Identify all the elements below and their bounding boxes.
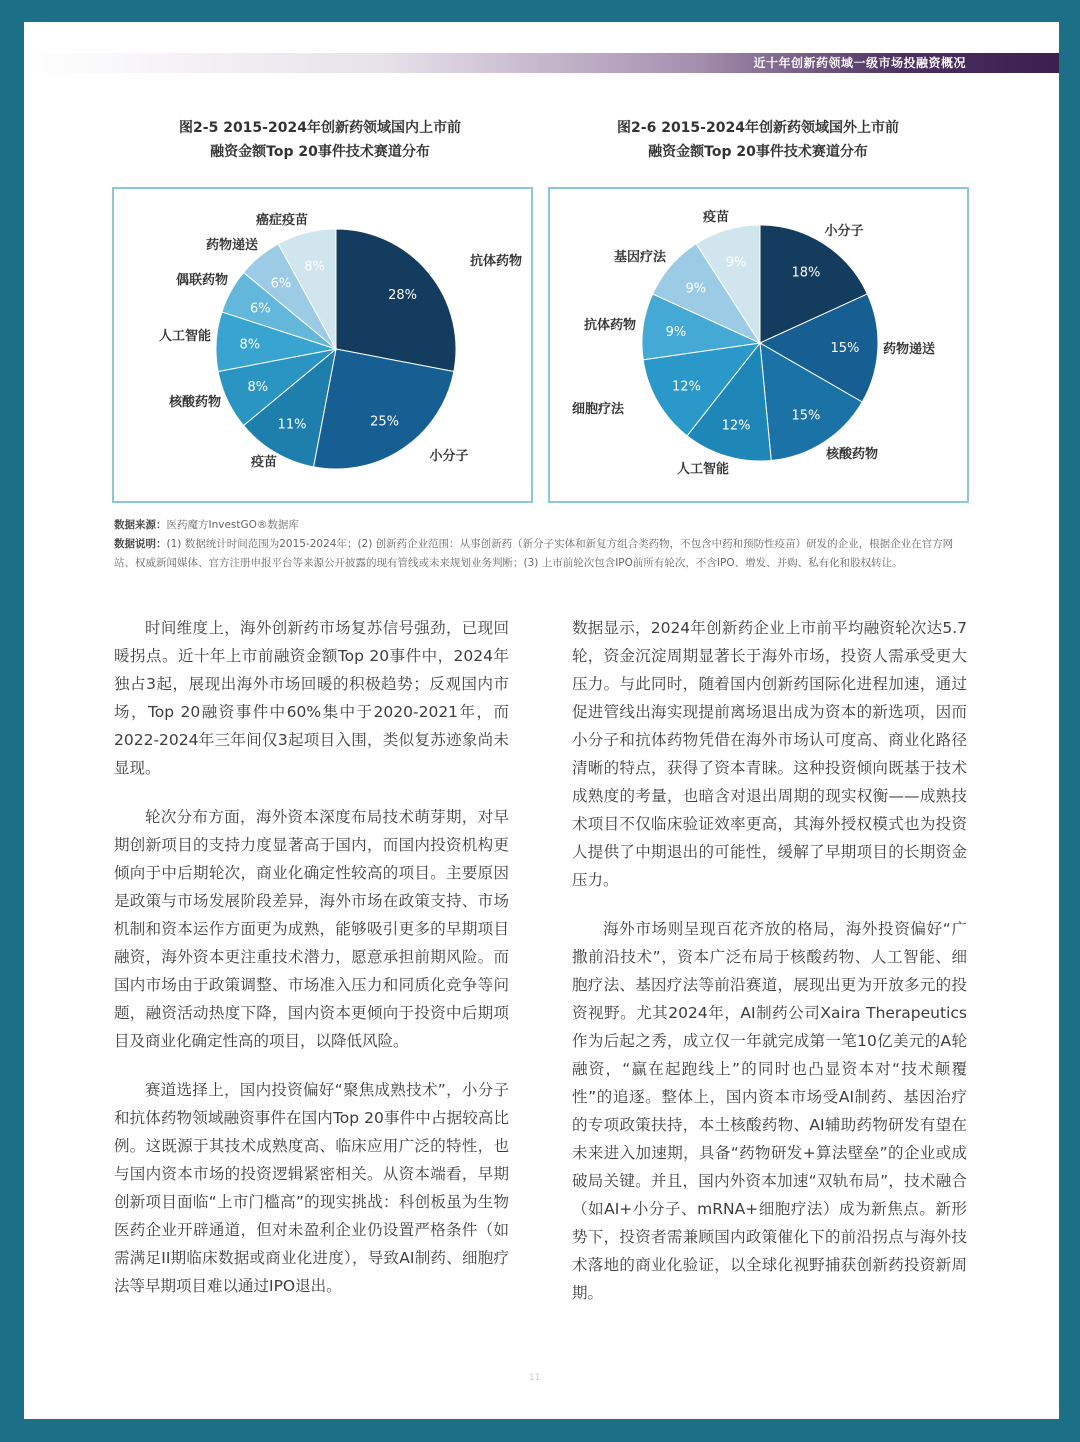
figure-right-title [548,116,968,164]
pie-slice-category-label: 药物递送 [205,238,258,253]
left-paragraph-2: 轮次分布方面，海外资本深度布局技术萌芽期，对早期创新项目的支持力度显著高于国内，而国内投资机构更倾向于中后期轮次，商业化确定性较高的项目。主要原因是政策与市场发展阶段差异，海外市场在政策支持、市场机制和资本运作方面更为成熟，能够吸引更多的早期项目融资，海外资本更注重技术潜力，愿意承担前期风险。而国内市场由于政策调整、市场准入压力和同质化竞争等问题，融资活动热度下降，国内资本更倾向于投资中后期项目及商业化确定性高的项目，以降低风险。 [114,808,509,1050]
pie-slice-value-label: 8% [239,337,261,353]
right-paragraph-2: 海外市场则呈现百花齐放的格局，海外投资偏好“广撒前沿技术”，资本广泛布局于核酸药物、人工智能、细胞疗法、基因疗法等前沿赛道，展现出更为开放多元的投资视野。尤其2024年，AI制药公司Xaira Therapeutics作为后起之秀，成立仅一年就完成第一笔10亿美元的A轮融资，“赢在起跑线上”的同时也凸显资本对“技术颠覆性”的追逐。整体上，国内资本市场受AI制药、基因治疗的专项政策扶持，本土核酸药物、AI辅助药物研发有望在未来进入加速期，具备“药物研发+算法壁垒”的企业或成破局关键。并且，国内外资本加速“双轨布局”，技术融合（如AI+小分子、mRNA+细胞疗法）成为新焦点。新形势下，投资者需兼顾国内政策催化下的前沿拐点与海外技术落地的商业化验证，以全球化视野捕获创新药投资新周期。 [572,920,967,1302]
data-explanation [114,535,964,573]
figure-left-title-line1: 图2-5 2015-2024年创新药领域国内上市前 [179,120,461,136]
pie-slice-category-label: 人工智能 [158,329,211,344]
right-text-column [572,614,967,1328]
pie-slice-category-label: 小分子 [429,449,469,464]
banner-title: 近十年创新药领域一级市场投融资概况 [753,56,966,70]
figure-left-title-line2: 融资金额Top 20事件技术赛道分布 [210,144,430,160]
pie-slice-category-label: 基因疗法 [613,250,666,265]
data-source-text: 医药魔方InvestGO®数据库 [166,519,299,531]
pie-slice-category-label: 小分子 [824,224,864,239]
left-paragraph-1: 时间维度上，海外创新药市场复苏信号强劲，已现回暖拐点。近十年上市前融资金额Top 20事件中，2024年独占3起，展现出海外市场回暖的积极趋势；反观国内市场，Top 20融资事件中60%集中于2020-2021年，而2022-2024年三年间仅3起项目入围，类似复苏迹象尚未显现。 [114,619,509,777]
pie-slice-value-label: 12% [671,379,701,395]
data-explanation-text: (1) 数据统计时间范围为2015-2024年；(2) 创新药企业范围：从事创新药（新分子实体和新复方组合类药物，不包含中药和预防性疫苗）研发的企业，根据企业在官方网站、权威新闻媒体、官方注册申报平台等来源公开披露的现有管线或未来规划业务判断；(3) 上市前轮次包含IPO前所有轮次，不含IPO、增发、并购、私有化和股权转让。 [114,538,954,569]
page-number: 11 [529,1373,541,1383]
pie-slice-category-label: 核酸药物 [168,395,221,410]
figure-left-title [110,116,530,164]
pie-slice-category-label: 细胞疗法 [571,402,624,417]
pie-chart-domestic [112,187,533,503]
figure-right-title-line2: 融资金额Top 20事件技术赛道分布 [648,144,868,160]
pie-slice-value-label: 28% [388,287,418,303]
pie-slice-category-label: 抗体药物 [470,254,523,269]
pie-slice-category-label: 核酸药物 [825,447,879,462]
pie-slice-value-label: 6% [270,276,292,292]
pie-slice-category-label: 药物递送 [883,342,936,357]
pie-chart-overseas [548,187,969,503]
header-banner [24,53,1059,73]
pie-chart-overseas-svg [550,189,967,501]
right-paragraph-1: 数据显示，2024年创新药企业上市前平均融资轮次达5.7轮，资金沉淀周期显著长于海外市场，投资人需承受更大压力。与此同时，随着国内创新药国际化进程加速，通过促进管线出海实现提前离场退出成为资本的新选项，因而小分子和抗体药物凭借在海外市场认可度高、商业化路径清晰的特点，获得了资本青睐。这种投资倾向既基于技术成熟度的考量，也暗含对退出周期的现实权衡——成熟技术项目不仅临床验证效率更高，其海外授权模式也为投资人提供了中期退出的可能性，缓解了早期项目的长期资金压力。 [572,619,967,889]
pie-slice-value-label: 18% [791,265,821,281]
pie-slice-value-label: 6% [249,301,271,317]
report-page [24,22,1059,1419]
data-notes [114,516,964,573]
left-paragraph-3: 赛道选择上，国内投资偏好“聚焦成熟技术”，小分子和抗体药物领域融资事件在国内Top 20事件中占据较高比例。这既源于其技术成熟度高、临床应用广泛的特性，也与国内资本市场的投资逻辑紧密相关。从资本端看，早期创新项目面临“上市门槛高”的现实挑战：科创板虽为生物医药企业开辟通道，但对未盈利企业仍设置严格条件（如需满足II期临床数据或商业化进度），导致AI制药、细胞疗法等早期项目难以通过IPO退出。 [114,1081,509,1295]
pie-slice-value-label: 9% [685,281,707,297]
pie-slice-value-label: 11% [277,417,307,433]
pie-slice-value-label: 15% [791,408,821,424]
pie-slice-category-label: 癌症疫苗 [255,213,309,228]
pie-slice-value-label: 12% [721,418,751,434]
pie-slice-category-label: 抗体药物 [583,318,636,333]
pie-slice-category-label: 疫苗 [702,210,730,225]
data-explanation-label: 数据说明： [114,538,167,550]
pie-slice-value-label: 9% [665,324,687,340]
data-source [114,516,964,535]
pie-slice-category-label: 偶联药物 [175,273,228,288]
pie-chart-domestic-svg [114,189,531,501]
pie-slice-category-label: 人工智能 [676,462,730,477]
figure-right-title-line1: 图2-6 2015-2024年创新药领域国外上市前 [617,120,899,136]
pie-slice-category-label: 疫苗 [250,455,278,470]
pie-slice-value-label: 15% [830,341,860,356]
pie-slice-value-label: 25% [370,414,400,430]
left-text-column [114,614,509,1321]
pie-slice-value-label: 8% [304,259,325,275]
pie-slice-value-label: 9% [725,255,747,271]
pie-slice-value-label: 8% [247,379,269,395]
data-source-label: 数据来源： [114,519,167,531]
